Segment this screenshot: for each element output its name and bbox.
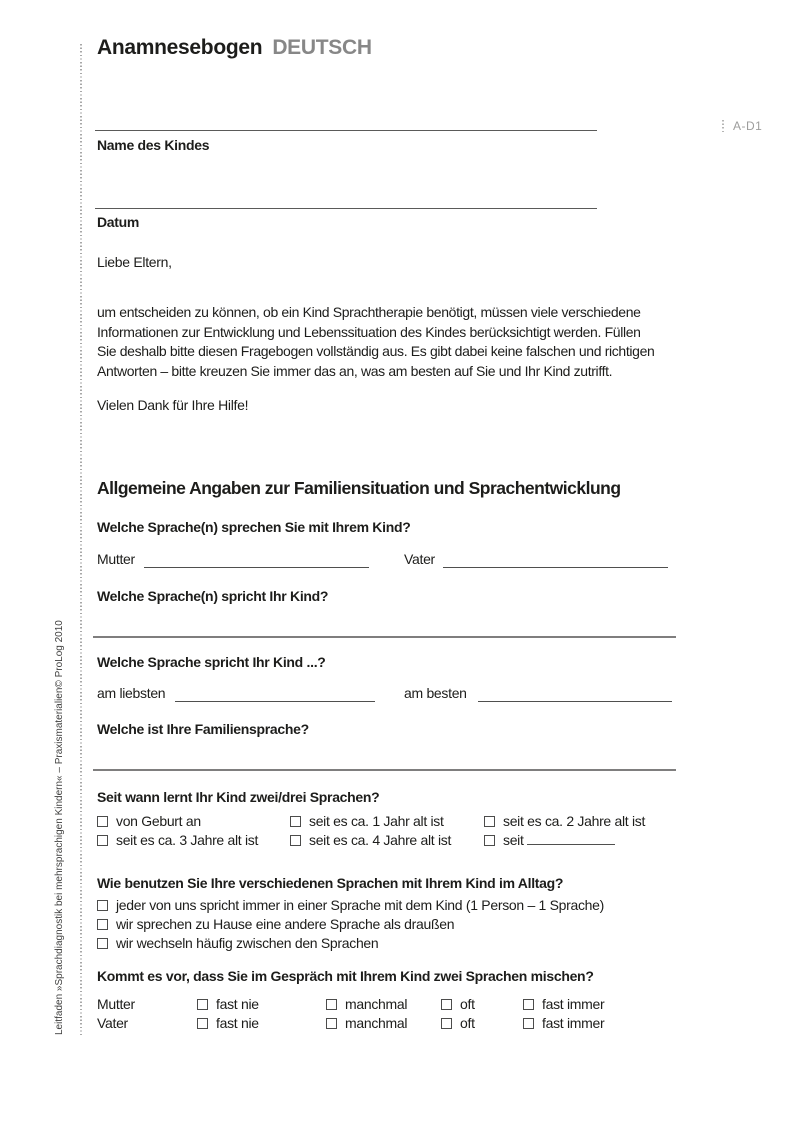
date-field-line[interactable] <box>95 208 597 209</box>
checkbox[interactable] <box>97 835 108 846</box>
checkbox[interactable] <box>523 999 534 1010</box>
checkbox[interactable] <box>197 1018 208 1029</box>
q5-option-seit <box>484 832 615 848</box>
checkbox[interactable] <box>290 816 301 827</box>
question-q7: Kommt es vor, dass Sie im Gespräch mit Ihrem Kind zwei Sprachen mischen? <box>97 968 594 984</box>
checkbox[interactable] <box>441 999 452 1010</box>
section-heading: Allgemeine Angaben zur Familiensituation und Sprachentwicklung <box>97 478 621 498</box>
q5-option <box>290 813 444 829</box>
checkbox[interactable] <box>97 919 108 930</box>
checkbox[interactable] <box>326 1018 337 1029</box>
q1-mutter-input-line[interactable] <box>144 551 369 568</box>
q5-option-label: seit es ca. 2 Jahre alt ist <box>503 813 646 829</box>
q5-option <box>290 832 451 848</box>
q6-option-label: wir wechseln häufig zwischen den Sprachen <box>116 935 379 951</box>
page-title-main: Anamnesebogen <box>97 36 263 59</box>
q7-option <box>197 996 259 1012</box>
side-note: Leitfaden »Sprachdiagnostik bei mehrsprachigen Kindern« – Praxismaterialien <box>54 687 65 1035</box>
q6-option-row <box>97 897 697 917</box>
checkbox[interactable] <box>97 816 108 827</box>
q5-option <box>97 832 258 848</box>
page-title <box>97 36 372 60</box>
q7-option <box>326 1015 407 1031</box>
q5-option-label: von Geburt an <box>116 813 201 829</box>
side-caption <box>53 620 66 1035</box>
salutation: Liebe Eltern, <box>97 254 172 270</box>
q7-option <box>523 996 604 1012</box>
q7-option-label: oft <box>460 1015 475 1031</box>
q5-option-label: seit es ca. 4 Jahre alt ist <box>309 832 452 848</box>
q7-row-label: Mutter <box>97 996 135 1012</box>
q7-option-label: manchmal <box>345 1015 408 1031</box>
q7-row-label: Vater <box>97 1015 128 1031</box>
q5-options-row-1 <box>97 813 697 833</box>
side-copyright: © ProLog 2010 <box>54 620 65 688</box>
checkbox[interactable] <box>484 835 495 846</box>
q7-option-label: oft <box>460 996 475 1012</box>
intro-line: um entscheiden zu können, ob ein Kind Sprachtherapie benötigt, müssen viele verschiedene <box>97 304 641 320</box>
q6-option-label: wir sprechen zu Hause eine andere Sprache als draußen <box>116 916 455 932</box>
q6-option <box>97 935 378 951</box>
question-q4: Welche ist Ihre Familiensprache? <box>97 721 309 737</box>
form-code-label: A-D1 <box>733 119 763 133</box>
q7-mutter-row <box>97 996 697 1016</box>
checkbox[interactable] <box>197 999 208 1010</box>
q6-option-row <box>97 935 697 955</box>
page-title-language: DEUTSCH <box>272 36 372 59</box>
q2-answer-line[interactable] <box>93 636 676 638</box>
name-field-label: Name des Kindes <box>97 137 210 153</box>
intro-line: Antworten – bitte kreuzen Sie immer das an, was am besten auf Sie und Ihr Kind zutrifft. <box>97 362 613 379</box>
q6-option <box>97 897 604 913</box>
q7-option-label: fast immer <box>542 996 605 1012</box>
q7-option-label: fast immer <box>542 1015 605 1031</box>
question-q3: Welche Sprache spricht Ihr Kind ...? <box>97 654 326 670</box>
q3-liebsten-input-line[interactable] <box>175 685 375 702</box>
code-dots-icon <box>722 120 724 133</box>
q5-option-label: seit es ca. 1 Jahr alt ist <box>309 813 444 829</box>
question-q2: Welche Sprache(n) spricht Ihr Kind? <box>97 588 329 604</box>
checkbox[interactable] <box>290 835 301 846</box>
q7-option-label: manchmal <box>345 996 408 1012</box>
q7-option <box>197 1015 259 1031</box>
checkbox[interactable] <box>97 900 108 911</box>
q3-besten-input-line[interactable] <box>478 685 672 702</box>
q7-option <box>441 1015 475 1031</box>
left-dotted-rule <box>80 44 82 1035</box>
name-field-line[interactable] <box>95 130 597 131</box>
intro-paragraph <box>97 303 682 381</box>
q5-option <box>97 813 201 829</box>
q7-option <box>326 996 407 1012</box>
q7-option-label: fast nie <box>216 996 259 1012</box>
thanks-line: Vielen Dank für Ihre Hilfe! <box>97 397 249 413</box>
checkbox[interactable] <box>484 816 495 827</box>
q5-option-label: seit <box>503 832 524 848</box>
q3-besten-label: am besten <box>404 685 467 701</box>
q5-option-label: seit es ca. 3 Jahre alt ist <box>116 832 259 848</box>
q1-mutter-label: Mutter <box>97 551 135 567</box>
q7-vater-row <box>97 1015 697 1035</box>
form-code <box>722 119 762 133</box>
q7-option-label: fast nie <box>216 1015 259 1031</box>
intro-line: Sie deshalb bitte diesen Fragebogen vollständig aus. Es gibt dabei keine falschen und richtigen <box>97 343 655 359</box>
checkbox[interactable] <box>97 938 108 949</box>
checkbox[interactable] <box>326 999 337 1010</box>
q4-answer-line[interactable] <box>93 769 676 771</box>
q1-vater-label: Vater <box>404 551 435 567</box>
question-q1: Welche Sprache(n) sprechen Sie mit Ihrem Kind? <box>97 519 411 535</box>
intro-line: Informationen zur Entwicklung und Lebenssituation des Kindes berücksichtigt werden. Füllen <box>97 323 641 340</box>
q5-seit-input-line[interactable] <box>527 832 615 845</box>
question-q5: Seit wann lernt Ihr Kind zwei/drei Sprachen? <box>97 789 380 805</box>
checkbox[interactable] <box>441 1018 452 1029</box>
date-field-label: Datum <box>97 214 140 230</box>
q6-option-label: jeder von uns spricht immer in einer Sprache mit dem Kind (1 Person – 1 Sprache) <box>116 897 605 913</box>
checkbox[interactable] <box>523 1018 534 1029</box>
q5-option <box>484 813 645 829</box>
q7-option <box>523 1015 604 1031</box>
q5-options-row-2 <box>97 832 697 852</box>
q6-option <box>97 916 454 932</box>
q6-option-row <box>97 916 697 936</box>
question-q6: Wie benutzen Sie Ihre verschiedenen Sprachen mit Ihrem Kind im Alltag? <box>97 875 564 891</box>
q3-answer-row <box>97 685 697 705</box>
q1-vater-input-line[interactable] <box>443 551 668 568</box>
q3-liebsten-label: am liebsten <box>97 685 166 701</box>
q7-option <box>441 996 475 1012</box>
q1-answer-row <box>97 551 697 571</box>
